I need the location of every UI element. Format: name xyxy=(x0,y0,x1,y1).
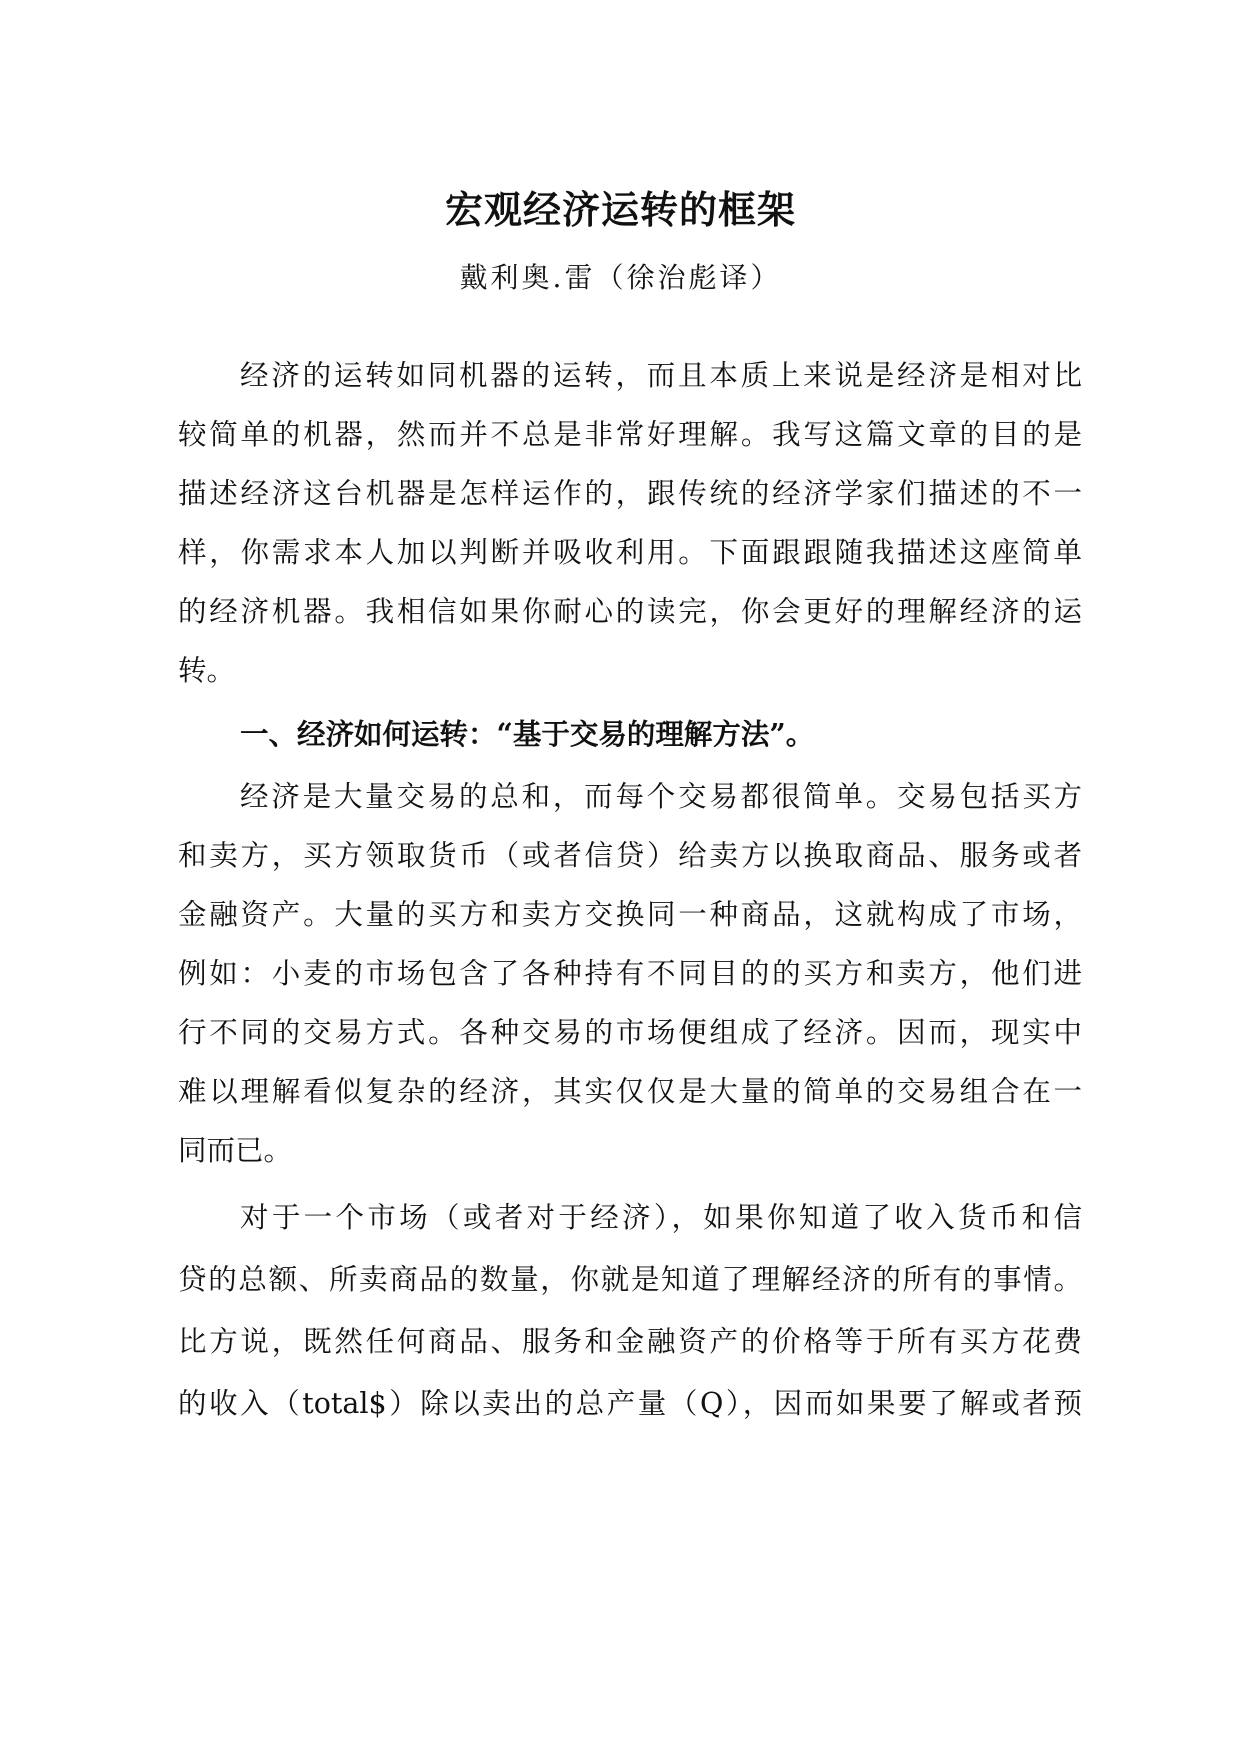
paragraph-3-line: 比方说，既然任何商品、服务和金融资产的价格等于所有买方花费 xyxy=(178,1325,1082,1358)
paragraph-2-line: 同而已。 xyxy=(178,1134,293,1167)
paragraph-2-line: 金融资产。大量的买方和卖方交换同一种商品，这就构成了市场， xyxy=(178,898,1082,931)
paragraph-3-line: 的收入（total$）除以卖出的总产量（Q），因而如果要了解或者预 xyxy=(178,1387,1082,1420)
document-title: 宏观经济运转的框架 xyxy=(444,187,796,232)
paragraph-1-line: 描述经济这台机器是怎样运作的，跟传统的经济学家们描述的不一 xyxy=(178,477,1082,510)
paragraph-3-line: 贷的总额、所卖商品的数量，你就是知道了理解经济的所有的事情。 xyxy=(178,1263,1082,1296)
paragraph-1-line: 较简单的机器，然而并不总是非常好理解。我写这篇文章的目的是 xyxy=(178,418,1082,451)
paragraph-2-line: 经济是大量交易的总和，而每个交易都很简单。交易包括买方 xyxy=(240,780,1082,813)
paragraph-2-line: 例如：小麦的市场包含了各种持有不同目的的买方和卖方，他们进 xyxy=(178,957,1082,990)
document-author: 戴利奥.雷（徐治彪译） xyxy=(459,261,782,294)
paragraph-1-line: 经济的运转如同机器的运转，而且本质上来说是经济是相对比 xyxy=(240,359,1082,392)
paragraph-2-line: 和卖方，买方领取货币（或者信贷）给卖方以换取商品、服务或者 xyxy=(178,839,1082,872)
paragraph-1-line: 转。 xyxy=(178,654,236,687)
paragraph-2-line: 行不同的交易方式。各种交易的市场便组成了经济。因而，现实中 xyxy=(178,1016,1082,1049)
section-heading: 一、经济如何运转：“基于交易的理解方法”。 xyxy=(240,717,815,751)
paragraph-2-line: 难以理解看似复杂的经济，其实仅仅是大量的简单的交易组合在一 xyxy=(178,1075,1082,1108)
paragraph-3-line: 对于一个市场（或者对于经济），如果你知道了收入货币和信 xyxy=(240,1201,1082,1234)
paragraph-1-line: 样，你需求本人加以判断并吸收利用。下面跟跟随我描述这座简单 xyxy=(178,536,1082,569)
paragraph-1-line: 的经济机器。我相信如果你耐心的读完，你会更好的理解经济的运 xyxy=(178,595,1082,628)
